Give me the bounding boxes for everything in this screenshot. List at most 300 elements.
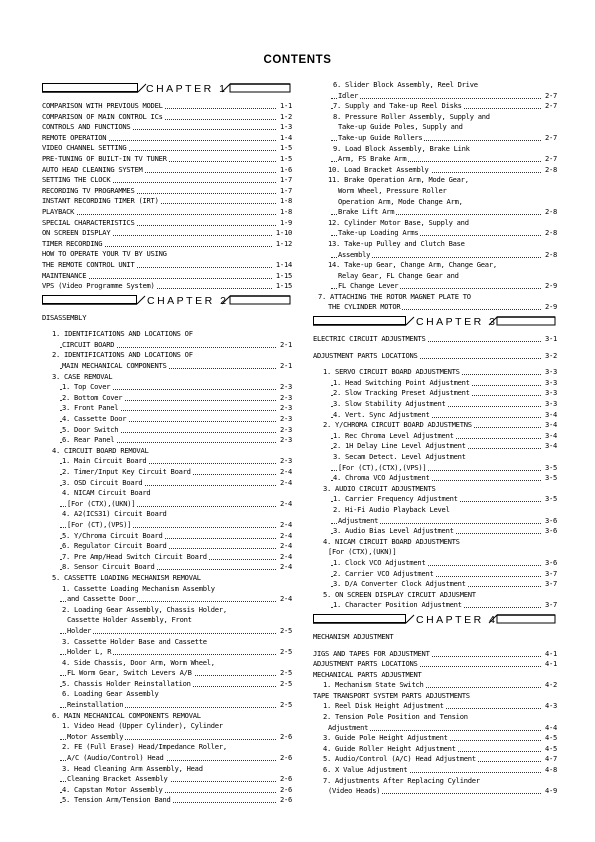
toc-entry-title: 1. Main Circuit Board xyxy=(62,456,147,466)
toc-entry-title: Take-up Guide Poles, Supply and xyxy=(338,122,463,132)
toc-entry-title: 6. Regulator Circuit Board xyxy=(62,541,167,551)
contents-left-column xyxy=(42,80,292,806)
toc-entry-title: 4. A2(ICS31) Circuit Board xyxy=(62,509,167,519)
toc-entry xyxy=(42,196,292,207)
toc-entry-title: Arm, FS Brake Arm xyxy=(338,154,407,164)
toc-entry-title: CIRCUIT BOARD xyxy=(62,339,115,349)
toc-entry-page: 1-7 xyxy=(277,175,292,186)
chapter-2-heading xyxy=(42,294,292,310)
toc-entry-page: 1-5 xyxy=(277,154,292,165)
toc-entry xyxy=(313,452,557,463)
toc-entry-title: CONTROLS AND FUNCTIONS xyxy=(42,122,131,132)
toc-entry-title: Take-up Guide Rollers xyxy=(338,132,423,142)
toc-entry xyxy=(42,165,292,176)
toc-entry xyxy=(42,228,292,239)
toc-entry-title: 3. Secam Detect. Level Adjustment xyxy=(333,452,466,461)
toc-entry-title: MAINTENANCE xyxy=(42,270,87,280)
page-title: CONTENTS xyxy=(263,54,332,66)
toc-entry-title: 5. CASSETTE LOADING MECHANISM REMOVAL xyxy=(52,572,201,582)
toc-entry xyxy=(42,637,292,648)
toc-entry-title: 3. Audio Bias Level Adjustment xyxy=(333,526,454,536)
toc-entry-title: ON SCREEN DISPLAY xyxy=(42,228,111,238)
toc-entry xyxy=(313,691,557,702)
toc-entry xyxy=(313,600,557,611)
toc-entry-page: 2-4 xyxy=(277,499,292,510)
toc-entry xyxy=(313,733,557,744)
toc-entry xyxy=(313,133,557,144)
toc-entry-page: 2-4 xyxy=(277,478,292,489)
toc-entry-page: 2-8 xyxy=(542,228,557,239)
toc-entry-page: 4-1 xyxy=(542,659,557,670)
toc-entry-title: THE REMOTE CONTROL UNIT xyxy=(42,259,135,269)
toc-entry xyxy=(42,753,292,764)
toc-entry-title: 7. Pre Amp/Head Switch Circuit Board xyxy=(62,551,207,561)
toc-entry-title: MECHANICAL PARTS ADJUSTMENT xyxy=(313,669,422,679)
toc-entry-title: Relay Gear, FL Change Gear and xyxy=(338,270,459,280)
toc-entry-title: 5. ON SCREEN DISPLAY CIRCUIT ADJUSMENT xyxy=(323,589,476,599)
toc-entry-page: 1-4 xyxy=(277,133,292,144)
toc-entry-title: 3. OSD Circuit Board xyxy=(62,477,143,487)
toc-entry-title: 1. Video Head (Upper Cylinder), Cylinder xyxy=(62,721,223,731)
toc-entry-page: 1-1 xyxy=(277,101,292,112)
toc-entry-page: 2-5 xyxy=(277,679,292,690)
toc-entry xyxy=(313,399,557,410)
toc-entry xyxy=(313,712,557,723)
toc-entry-page: 4-9 xyxy=(542,786,557,797)
toc-entry-title: 5. Y/Chroma Circuit Board xyxy=(62,530,163,540)
toc-entry xyxy=(313,590,557,601)
toc-entry-title: 1. Head Switching Point Adjustment xyxy=(333,377,470,387)
toc-entry xyxy=(42,456,292,467)
toc-entry-page: 2-9 xyxy=(542,281,557,292)
toc-entry-title: 5. Tension Arm/Tension Band xyxy=(62,795,171,805)
toc-entry-page: 2-5 xyxy=(277,668,292,679)
toc-entry xyxy=(313,218,557,229)
toc-entry-title: REMOTE OPERATION xyxy=(42,132,107,142)
toc-entry xyxy=(313,547,557,558)
toc-entry-title: Holder L, R xyxy=(67,647,112,657)
toc-entry-title: 5. Chassis Holder Reinstallation xyxy=(62,678,191,688)
toc-entry-title: TIMER RECORDING xyxy=(42,238,103,248)
toc-entry-title: [For (CT),(VPS)] xyxy=(67,519,132,529)
toc-entry-page: 3-7 xyxy=(542,569,557,580)
toc-entry xyxy=(313,558,557,569)
toc-entry-title: 2. Slow Tracking Preset Adjustment xyxy=(333,388,470,398)
toc-entry-title: 2. 1H Delay Line Level Adjustment xyxy=(333,441,466,451)
toc-entry-title: 4. Capstan Motor Assembly xyxy=(62,784,163,794)
toc-entry xyxy=(313,526,557,537)
toc-entry xyxy=(313,154,557,165)
toc-entry-title: 2. IDENTIFICATIONS AND LOCATIONS OF xyxy=(52,350,193,360)
toc-entry-title: [For (CT),(CTX),(VPS)] xyxy=(338,462,427,472)
toc-entry-title: Assembly xyxy=(338,249,371,259)
toc-entry xyxy=(313,112,557,123)
toc-entry-page: 3-3 xyxy=(542,388,557,399)
toc-entry xyxy=(42,478,292,489)
toc-entry xyxy=(42,425,292,436)
toc-entry xyxy=(313,632,557,643)
toc-entry xyxy=(42,271,292,282)
toc-entry xyxy=(42,260,292,271)
toc-entry-title: 1. Top Cover xyxy=(62,382,111,392)
toc-entry xyxy=(313,484,557,495)
toc-entry-page: 2-1 xyxy=(277,361,292,372)
toc-entry xyxy=(42,467,292,478)
toc-entry-title: Reinstallation xyxy=(67,700,124,710)
chapter-2-label: CHAPTER 2 xyxy=(147,294,229,307)
toc-entry-title: 7. ATTACHING THE ROTOR MAGNET PLATE TO xyxy=(318,291,471,301)
toc-entry xyxy=(313,463,557,474)
toc-entry xyxy=(313,281,557,292)
toc-entry-page: 2-3 xyxy=(277,414,292,425)
toc-entry xyxy=(42,594,292,605)
toc-entry xyxy=(42,785,292,796)
toc-entry xyxy=(42,186,292,197)
toc-entry xyxy=(42,742,292,753)
toc-entry xyxy=(42,679,292,690)
toc-entry xyxy=(313,378,557,389)
toc-entry xyxy=(313,410,557,421)
toc-entry xyxy=(313,292,557,303)
toc-entry-page: 2-7 xyxy=(542,91,557,102)
toc-entry-page: 4-7 xyxy=(542,754,557,765)
toc-entry xyxy=(313,765,557,776)
toc-entry-page: 3-4 xyxy=(542,441,557,452)
toc-entry xyxy=(313,473,557,484)
chapter-3-label: CHAPTER 3 xyxy=(416,316,498,329)
toc-entry xyxy=(42,207,292,218)
toc-entry-title: COMPARISON WITH PREVIOUS MODEL xyxy=(42,101,163,110)
toc-entry-title: COMPARISON OF MAIN CONTROL ICs xyxy=(42,111,163,121)
toc-entry xyxy=(42,774,292,785)
toc-entry-page: 1-9 xyxy=(277,218,292,229)
toc-entry-title: 1. Clock VCO Adjustment xyxy=(333,557,426,567)
toc-entry-title: 3. Front Panel xyxy=(62,403,119,413)
toc-entry-title: 4. Guide Roller Height Adjustment xyxy=(323,743,456,753)
toc-entry-page: 2-4 xyxy=(277,541,292,552)
toc-entry xyxy=(313,334,557,345)
toc-entry-page: 4-5 xyxy=(542,744,557,755)
toc-entry-page: 3-6 xyxy=(542,526,557,537)
toc-entry xyxy=(42,446,292,457)
chapter-1-label: CHAPTER 1 xyxy=(146,83,228,95)
toc-entry-title: 1. Mechanism State Switch xyxy=(323,680,424,690)
toc-entry xyxy=(42,499,292,510)
toc-entry xyxy=(313,494,557,505)
toc-entry xyxy=(313,579,557,590)
toc-entry-page: 3-7 xyxy=(542,600,557,611)
toc-entry-title: JIGS AND TAPES FOR ADJUSTMENT xyxy=(313,648,430,658)
toc-entry xyxy=(313,351,557,362)
toc-entry xyxy=(313,505,557,516)
toc-entry xyxy=(42,689,292,700)
toc-entry xyxy=(42,795,292,806)
toc-entry-page: 3-4 xyxy=(542,431,557,442)
toc-entry-title: 9. Load Block Assembly, Brake Link xyxy=(333,143,470,153)
toc-entry-page: 4-1 xyxy=(542,649,557,660)
toc-entry-title: 1. SERVO CIRCUIT BOARD ADJUSTMENTS xyxy=(323,367,460,377)
toc-entry xyxy=(42,350,292,361)
toc-entry-title: Adjustment xyxy=(328,722,369,732)
toc-entry xyxy=(313,701,557,712)
toc-entry-title: 3. AUDIO CIRCUIT ADJUSTMENTS xyxy=(323,483,436,493)
toc-entry xyxy=(42,382,292,393)
toc-entry-page: 2-8 xyxy=(542,165,557,176)
toc-entry-title: 1. IDENTIFICATIONS AND LOCATIONS OF xyxy=(52,329,193,339)
toc-entry-title: MECHANISM ADJUSTMENT xyxy=(313,631,394,641)
toc-entry-page: 4-8 xyxy=(542,765,557,776)
toc-entry-page: 2-6 xyxy=(277,732,292,743)
toc-entry xyxy=(42,122,292,133)
toc-entry-title: TAPE TRANSPORT SYSTEM PARTS ADJUSTMENTS xyxy=(313,690,470,700)
toc-entry-title: RECORDING TV PROGRAMMES xyxy=(42,185,135,195)
toc-entry-title: FL Change Lever xyxy=(338,281,399,291)
toc-entry-title: 1. Rec Chroma Level Adjustment xyxy=(333,430,454,440)
toc-entry xyxy=(313,144,557,155)
toc-entry-page: 3-6 xyxy=(542,558,557,569)
toc-entry-page: 2-3 xyxy=(277,435,292,446)
toc-entry-title: 13. Take-up Pulley and Clutch Base xyxy=(328,238,465,248)
toc-entry-title: 8. Sensor Circuit Board xyxy=(62,562,155,572)
toc-entry xyxy=(42,615,292,626)
toc-entry xyxy=(42,531,292,542)
toc-entry-page: 2-4 xyxy=(277,562,292,573)
toc-entry-title: 3. Guide Pole Height Adjustment xyxy=(323,733,448,743)
toc-entry xyxy=(313,537,557,548)
toc-entry-title: 1. Character Position Adjustment xyxy=(333,600,462,610)
toc-entry-title: [For (CTX),(UKN)] xyxy=(67,498,136,508)
toc-entry xyxy=(313,516,557,527)
toc-entry-title: SETTING THE CLOCK xyxy=(42,175,111,185)
toc-entry-page: 1-5 xyxy=(277,143,292,154)
toc-entry-title: 10. Load Bracket Assembly xyxy=(328,164,429,174)
toc-entry-title: 3. Slow Stability Adjustment xyxy=(333,399,446,409)
toc-entry-page: 3-3 xyxy=(542,378,557,389)
toc-entry-title: 6. Loading Gear Assembly xyxy=(62,689,159,699)
toc-entry-title: 14. Take-up Gear, Change Arm, Change Gear, xyxy=(328,260,497,270)
toc-entry-title: DISASSEMBLY xyxy=(42,312,87,322)
toc-entry-title: 1. Cassette Loading Mechanism Assembly xyxy=(62,583,215,593)
toc-entry xyxy=(42,154,292,165)
toc-entry-title: Motor Assembly xyxy=(67,731,124,741)
toc-entry xyxy=(313,441,557,452)
toc-entry-title: MAIN MECHANICAL COMPONENTS xyxy=(62,361,167,371)
toc-entry-page: 3-4 xyxy=(542,420,557,431)
toc-entry xyxy=(42,658,292,669)
toc-entry xyxy=(42,711,292,722)
toc-entry-page: 4-2 xyxy=(542,680,557,691)
toc-entry xyxy=(42,403,292,414)
toc-entry xyxy=(313,680,557,691)
toc-entry-title: Cassette Holder Assembly, Front xyxy=(67,615,192,625)
toc-entry-title: INSTANT RECORDING TIMER (IRT) xyxy=(42,196,159,206)
toc-entry-page: 3-7 xyxy=(542,579,557,590)
toc-entry xyxy=(42,764,292,775)
toc-entry-title: 5. Audio/Control (A/C) Head Adjustment xyxy=(323,754,476,764)
toc-entry-page: 4-5 xyxy=(542,733,557,744)
toc-entry-title: Idler xyxy=(338,90,359,100)
toc-entry-title: PLAYBACK xyxy=(42,206,75,216)
toc-entry-title: ELECTRIC CIRCUIT ADJUSTMENTS xyxy=(313,334,426,344)
toc-entry-title: ADJUSTMENT PARTS LOCATIONS xyxy=(313,350,418,360)
toc-entry-title: 4. NICAM CIRCUIT BOARD ADJUSTMENTS xyxy=(323,536,460,546)
toc-entry-title: 4. Chroma VCO Adjustment xyxy=(333,473,430,483)
toc-entry-title: 4. NICAM Circuit Board xyxy=(62,488,151,498)
toc-entry xyxy=(313,175,557,186)
toc-entry xyxy=(313,776,557,787)
toc-entry-title: 12. Cylinder Motor Base, Supply and xyxy=(328,217,469,227)
toc-entry-title: 4. Vert. Sync Adjustment xyxy=(333,409,430,419)
toc-entry xyxy=(42,626,292,637)
toc-entry-page: 2-6 xyxy=(277,774,292,785)
toc-entry xyxy=(42,218,292,229)
toc-entry xyxy=(42,175,292,186)
toc-entry-page: 3-6 xyxy=(542,516,557,527)
toc-entry xyxy=(42,435,292,446)
toc-entry-title: 8. Pressure Roller Assembly, Supply and xyxy=(333,111,490,121)
toc-entry-page: 3-3 xyxy=(542,367,557,378)
toc-entry xyxy=(313,260,557,271)
toc-entry-title: Adjustment xyxy=(338,515,379,525)
toc-entry-title: HOW TO OPERATE YOUR TV BY USING xyxy=(42,249,167,259)
toc-entry-page: 1-15 xyxy=(273,271,292,282)
toc-entry-page: 2-4 xyxy=(277,552,292,563)
toc-entry-page: 1-15 xyxy=(273,281,292,292)
toc-entry xyxy=(313,186,557,197)
toc-entry xyxy=(313,431,557,442)
toc-entry xyxy=(313,723,557,734)
toc-entry xyxy=(313,239,557,250)
toc-entry-page: 3-2 xyxy=(542,351,557,362)
toc-entry xyxy=(42,573,292,584)
toc-entry xyxy=(42,101,292,112)
toc-entry-page: 2-5 xyxy=(277,647,292,658)
toc-entry-page: 3-1 xyxy=(542,334,557,345)
toc-entry xyxy=(42,584,292,595)
toc-entry xyxy=(313,101,557,112)
toc-entry xyxy=(313,670,557,681)
toc-entry-title: 2. Timer/Input Key Circuit Board xyxy=(62,467,191,476)
chapter-4-heading xyxy=(313,613,557,629)
toc-entry-title: A/C (Audio/Control) Head xyxy=(67,753,164,763)
toc-entry-title: 7. Adjustments After Replacing Cylinder xyxy=(323,775,480,785)
toc-entry-page: 3-5 xyxy=(542,473,557,484)
toc-entry-page: 2-3 xyxy=(277,403,292,414)
toc-entry-page: 2-4 xyxy=(277,531,292,542)
toc-entry xyxy=(313,91,557,102)
toc-entry xyxy=(42,313,292,324)
toc-entry xyxy=(313,367,557,378)
chapter-4-label: CHAPTER 4 xyxy=(416,613,498,626)
toc-entry-page: 2-4 xyxy=(277,520,292,531)
toc-entry-page: 1-8 xyxy=(277,196,292,207)
toc-entry xyxy=(42,647,292,658)
toc-entry-title: PRE-TUNING OF BUILT-IN TV TUNER xyxy=(42,153,167,163)
toc-entry-page: 2-4 xyxy=(277,467,292,478)
toc-entry-page: 2-4 xyxy=(277,594,292,605)
toc-entry xyxy=(313,165,557,176)
toc-entry xyxy=(42,605,292,616)
toc-entry-title: 3. CASE REMOVAL xyxy=(52,371,113,381)
toc-entry-title: 2. Hi-Fi Audio Playback Level xyxy=(333,504,450,514)
toc-entry-title: 6. MAIN MECHANICAL COMPONENTS REMOVAL xyxy=(52,710,201,720)
toc-entry xyxy=(42,541,292,552)
toc-entry-page: 1-2 xyxy=(277,112,292,123)
toc-entry xyxy=(42,668,292,679)
toc-entry-title: 3. Cassette Holder Base and Cassette xyxy=(62,636,207,646)
toc-entry-page: 2-7 xyxy=(542,154,557,165)
toc-entry-title: Operation Arm, Mode Change Arm, xyxy=(338,196,463,206)
toc-entry xyxy=(42,552,292,563)
toc-entry-page: 2-3 xyxy=(277,425,292,436)
toc-entry xyxy=(42,562,292,573)
toc-entry-title: 1. Reel Disk Height Adjustment xyxy=(323,701,444,711)
toc-entry-page: 2-3 xyxy=(277,393,292,404)
toc-entry-page: 1-10 xyxy=(273,228,292,239)
toc-entry xyxy=(42,488,292,499)
toc-entry-title: 6. Rear Panel xyxy=(62,435,115,445)
toc-entry-page: 3-5 xyxy=(542,494,557,505)
toc-entry xyxy=(313,250,557,261)
toc-entry-page: 2-6 xyxy=(277,753,292,764)
chapter-3-heading xyxy=(313,315,557,331)
toc-entry-title: 4. Side Chassis, Door Arm, Worm Wheel, xyxy=(62,657,215,667)
toc-entry-title: SPECIAL CHARACTERISTICS xyxy=(42,217,135,227)
toc-entry-page: 1-12 xyxy=(273,239,292,250)
toc-entry xyxy=(42,133,292,144)
toc-entry-title: 2. Tension Pole Position and Tension xyxy=(323,712,468,722)
toc-entry-page: 3-5 xyxy=(542,463,557,474)
toc-entry-title: 6. X Value Adjustment xyxy=(323,765,408,775)
toc-entry-page: 3-3 xyxy=(542,399,557,410)
toc-entry xyxy=(313,207,557,218)
toc-entry xyxy=(313,271,557,282)
toc-entry-page: 2-5 xyxy=(277,700,292,711)
toc-entry xyxy=(42,700,292,711)
toc-entry-page: 2-6 xyxy=(277,795,292,806)
toc-entry xyxy=(313,122,557,133)
toc-entry-page: 4-3 xyxy=(542,701,557,712)
toc-entry-title: 6. Slider Block Assembly, Reel Drive xyxy=(333,80,478,89)
toc-entry xyxy=(313,197,557,208)
toc-entry-title: 4. Cassette Door xyxy=(62,414,127,424)
toc-entry-title: [For (CTX),(UKN)] xyxy=(328,547,397,557)
toc-entry xyxy=(42,143,292,154)
toc-entry-title: Take-up Loading Arms xyxy=(338,228,419,238)
toc-entry-title: 2. Y/CHROMA CIRCUIT BOARD ADJUSTMETNS xyxy=(323,420,472,430)
toc-entry xyxy=(42,414,292,425)
toc-entry xyxy=(42,520,292,531)
toc-entry-title: 2. Loading Gear Assembly, Chassis Holder, xyxy=(62,604,227,614)
toc-entry xyxy=(42,340,292,351)
toc-entry-page: 2-3 xyxy=(277,382,292,393)
toc-entry-title: THE CYLINDER MOTOR xyxy=(328,302,401,312)
toc-entry xyxy=(313,754,557,765)
contents-right-column xyxy=(313,80,557,797)
toc-entry xyxy=(313,302,557,313)
toc-entry-title: (Video Heads) xyxy=(328,786,381,796)
toc-entry xyxy=(313,420,557,431)
toc-entry-title: Holder xyxy=(67,625,92,635)
chapter-1-heading xyxy=(42,82,292,98)
toc-entry-page: 1-7 xyxy=(277,186,292,197)
toc-entry-title: VPS (Video Programme System) xyxy=(42,281,155,291)
toc-entry-title: 2. Bottom Cover xyxy=(62,392,123,402)
toc-entry-title: 4. CIRCUIT BOARD REMOVAL xyxy=(52,445,149,455)
toc-entry-title: 7. Supply and Take-up Reel Disks xyxy=(333,101,462,111)
toc-entry xyxy=(313,659,557,670)
toc-entry xyxy=(42,239,292,250)
